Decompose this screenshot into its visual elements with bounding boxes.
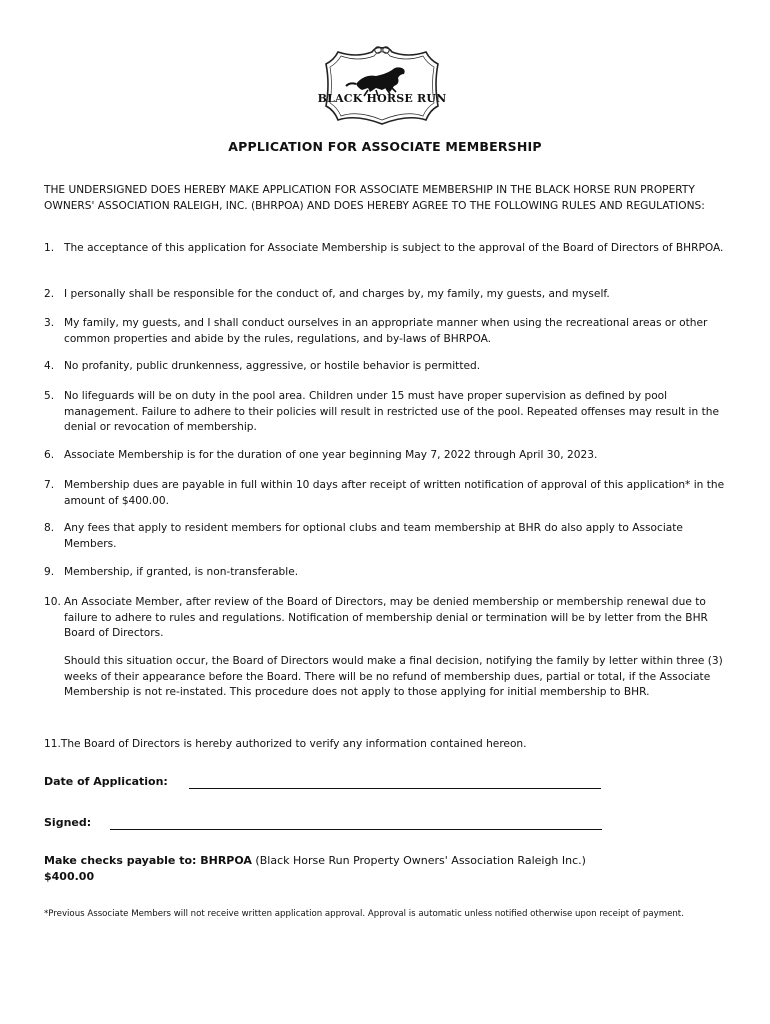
rule-number: 3. [44, 317, 55, 329]
rule-text: Any fees that apply to resident members for optional clubs and team membership at BHR do also apply to Associate Members. [64, 522, 683, 550]
page-title: APPLICATION FOR ASSOCIATE MEMBERSHIP [228, 139, 542, 154]
rule-number: 6. [44, 449, 55, 461]
rule-number: 7. [44, 479, 55, 491]
rule-10-followup: Should this situation occur, the Board of Directors would make a final decision, notifying the family by letter within three (3) weeks of their appearance before the Board. There will be no refund of membership dues, partial or total, if the Associate Membership is not re-instated. This procedure does not apply to those applying for initial membership to BHR. [64, 655, 723, 698]
rule-item [44, 565, 734, 581]
rule-item [44, 389, 734, 436]
date-of-application-field[interactable] [189, 788, 601, 789]
payment-amount: $400.00 [44, 870, 95, 883]
rule-number: 4. [44, 360, 55, 372]
rule-text: My family, my guests, and I shall conduct ourselves in an appropriate manner when using the recreational areas or other common properties and abide by the rules, regulations, and by-laws of BHRPOA. [64, 317, 708, 345]
rule-number: 9. [44, 566, 55, 578]
payment-instructions [44, 853, 734, 885]
rule-item [44, 595, 734, 642]
rule-item [44, 448, 734, 464]
intro-paragraph: THE UNDERSIGNED DOES HEREBY MAKE APPLICATION FOR ASSOCIATE MEMBERSHIP IN THE BLACK HORSE RUN PROPERTY OWNERS' ASSOCIATION RALEIGH, INC. (BHRPOA) AND DOES HEREBY AGREE TO THE FOLLOWING RULES AND REGULATIONS: [44, 184, 705, 212]
rule-item [44, 521, 734, 552]
horse-logo-icon [316, 44, 448, 128]
rule-item [44, 359, 734, 375]
black-horse-run-logo [316, 44, 448, 128]
rule-11: 11.The Board of Directors is hereby authorized to verify any information contained hereon. [44, 738, 527, 750]
payment-payee: Make checks payable to: BHRPOA [44, 854, 252, 867]
rule-item [44, 241, 734, 257]
rule-text: No lifeguards will be on duty in the pool area. Children under 15 must have proper supervision as defined by pool management. Failure to adhere to their policies will result in restricted use of the pool. Repeated offenses may result in the denial or revocation of membership. [64, 390, 719, 433]
rule-text: I personally shall be responsible for the conduct of, and charges by, my family, my guests, and myself. [64, 288, 610, 300]
payment-payee-detail: (Black Horse Run Property Owners' Association Raleigh Inc.) [251, 854, 586, 867]
rule-number: 8. [44, 522, 55, 534]
rule-item [44, 287, 734, 303]
rule-text: The acceptance of this application for Associate Membership is subject to the approval of the Board of Directors of BHRPOA. [64, 242, 724, 254]
rule-number: 1. [44, 242, 55, 254]
rule-text: Membership, if granted, is non-transferable. [64, 566, 299, 578]
rule-number: 5. [44, 390, 55, 402]
rule-text: Membership dues are payable in full within 10 days after receipt of written notification of approval of this application* in the amount of $400.00. [64, 479, 725, 507]
date-of-application-label: Date of Application: [44, 775, 168, 788]
rule-number: 10. [44, 596, 61, 608]
rule-item [44, 478, 734, 509]
signed-label: Signed: [44, 816, 92, 829]
rule-number: 2. [44, 288, 55, 300]
logo-text: BLACK HORSE RUN [317, 92, 447, 105]
footnote: *Previous Associate Members will not receive written application approval. Approval is automatic unless notified otherwise upon receipt of payment. [44, 909, 684, 919]
signature-field[interactable] [110, 829, 602, 830]
rule-text: Associate Membership is for the duration of one year beginning May 7, 2022 through April 30, 2023. [64, 449, 598, 461]
rule-text: An Associate Member, after review of the Board of Directors, may be denied membership or membership renewal due to failure to adhere to rules and regulations. Notification of membership denial or termination will be by letter from the BHR Board of Directors. [64, 596, 708, 639]
rule-item [44, 316, 734, 347]
rule-text: No profanity, public drunkenness, aggressive, or hostile behavior is permitted. [64, 360, 481, 372]
